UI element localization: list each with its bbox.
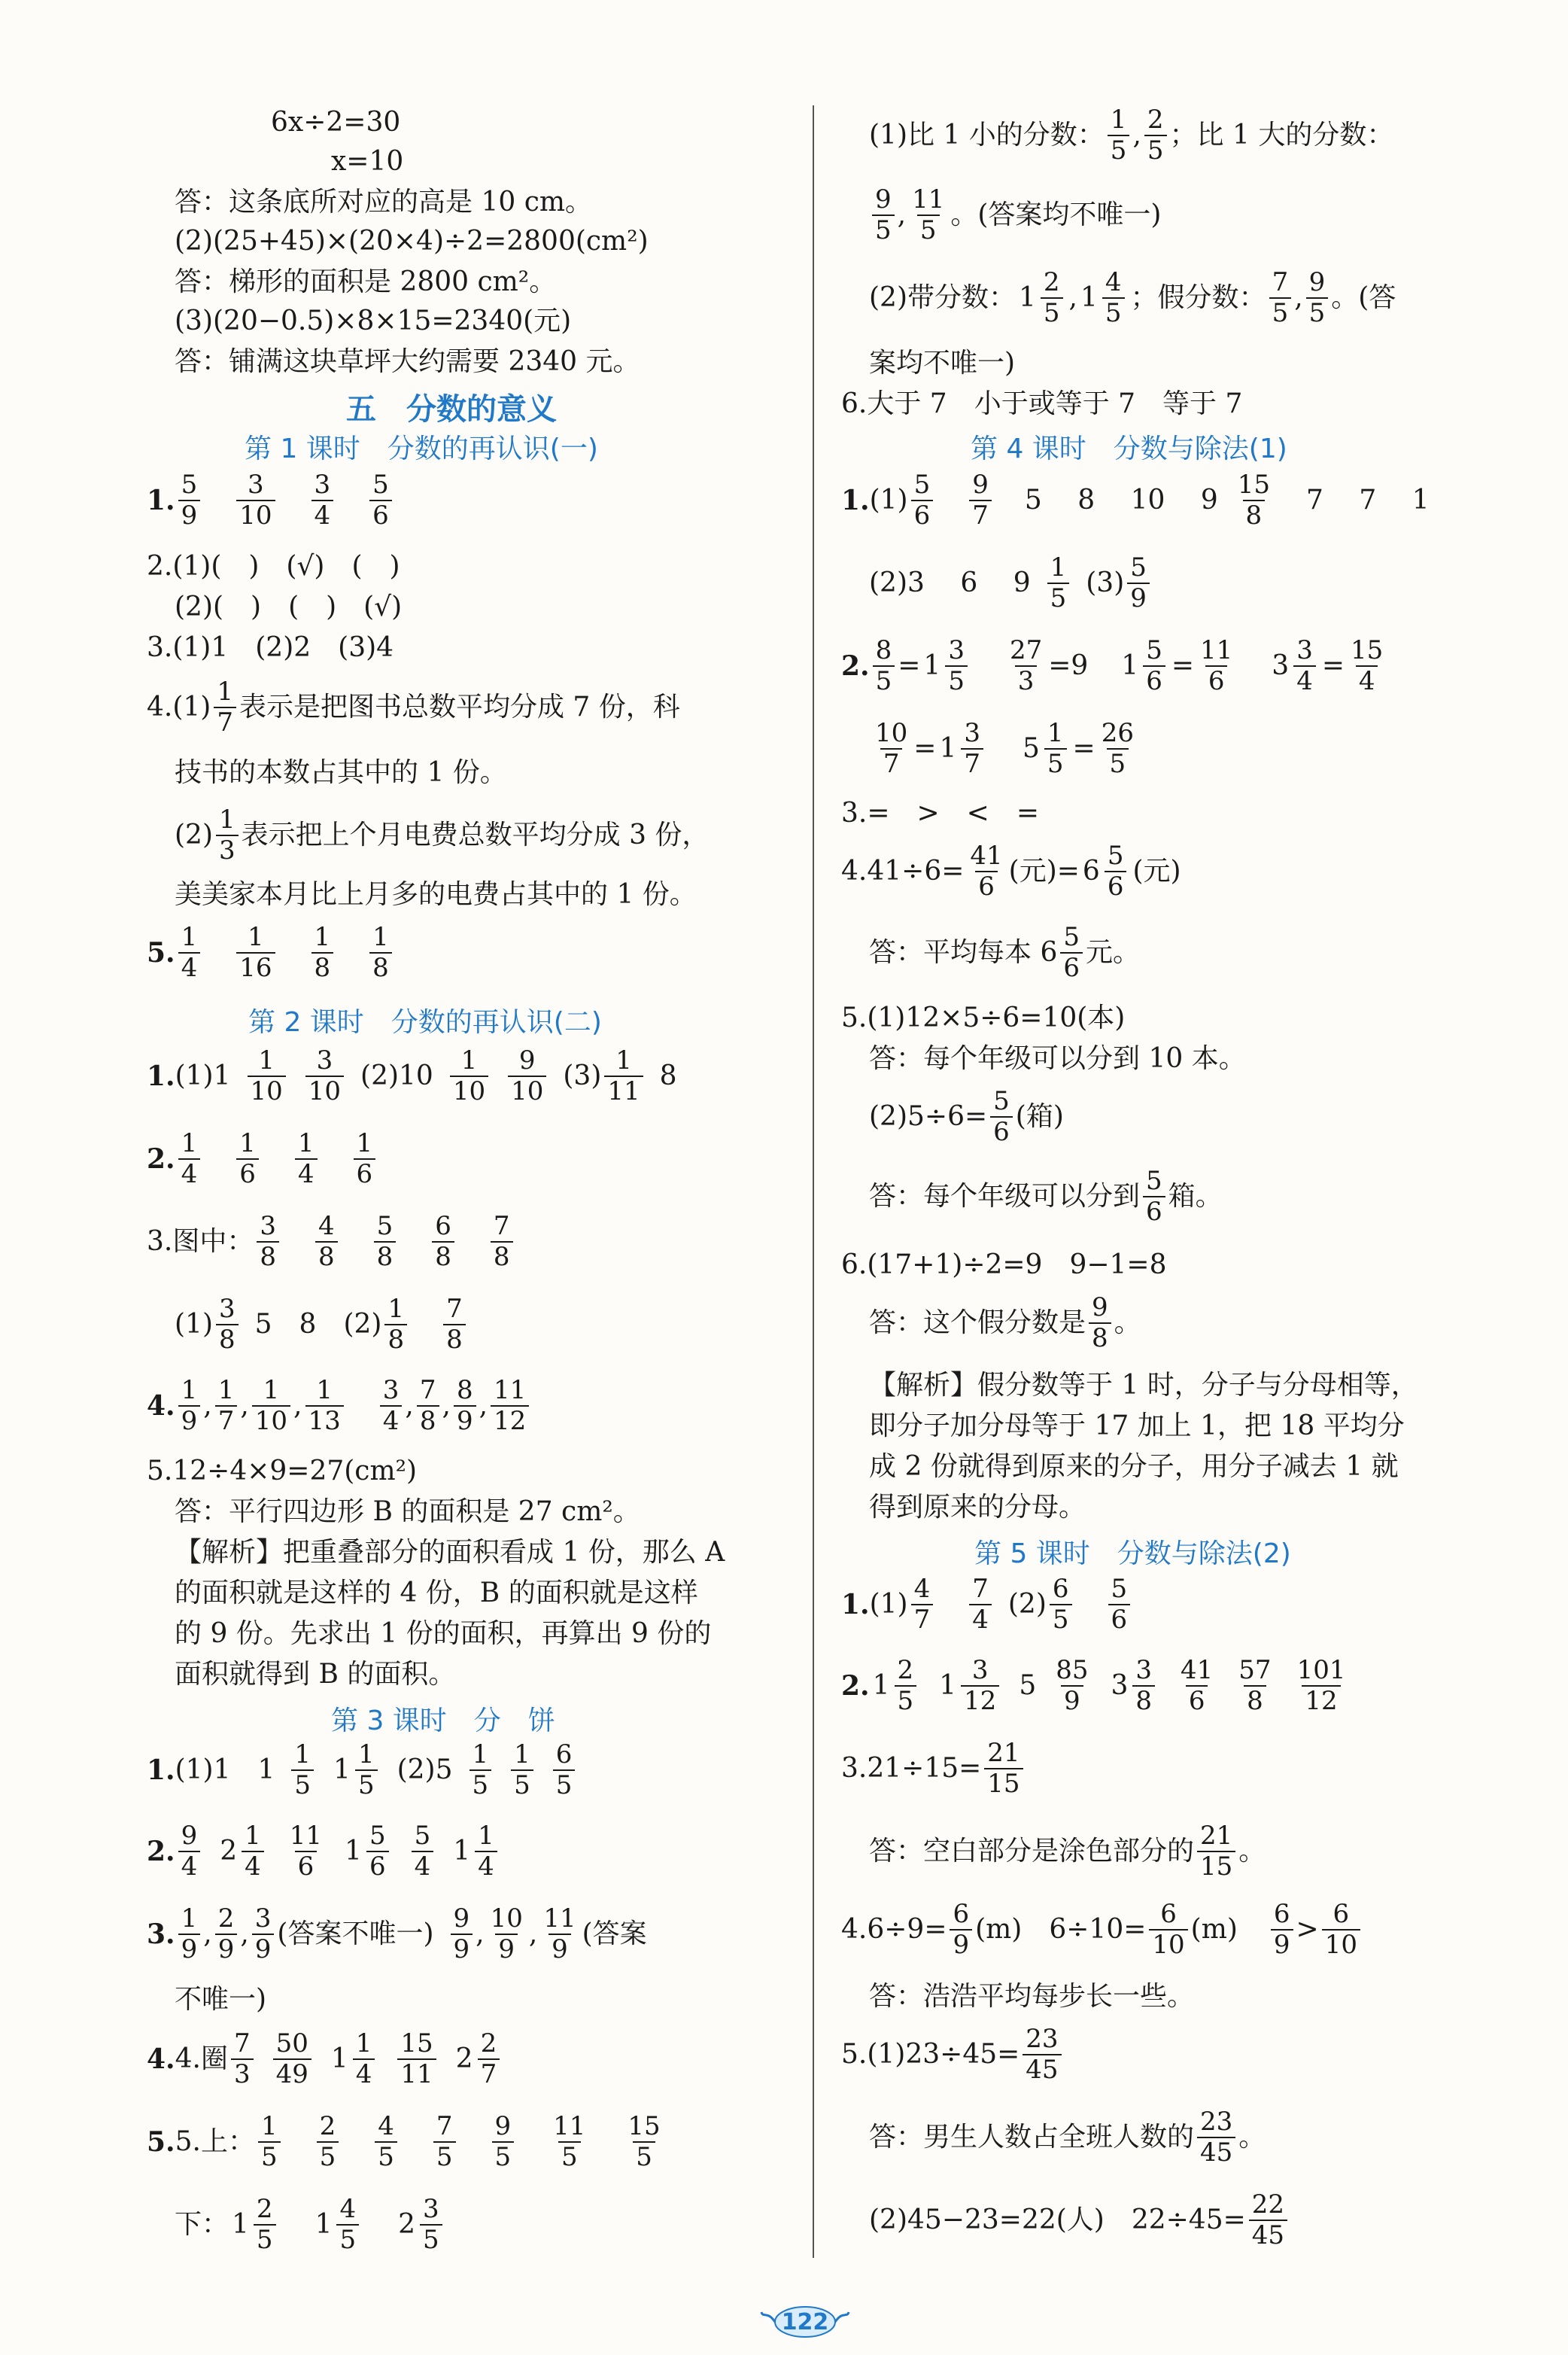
q6-answer: 6.大于 7 小于或等于 7 等于 7	[841, 388, 1243, 419]
eq-line: (2)(25+45)×(20×4)÷2=2800(cm²)	[175, 226, 649, 257]
q5-answer: 5.(1)23÷45= $\frac{23}{45}$	[841, 2025, 1065, 2085]
q3-answers: 3.图中： $\frac{3}{8}$ $\frac{4}{8}$ $\frac{5}{8}$ $\frac{6}{8}$ $\frac{7}{8}$	[147, 1212, 516, 1272]
answer-line: 案均不唯一)	[869, 348, 1016, 379]
q4-answer: 4.(1) $\frac{1}{7}$ 表示是把图书总数平均分成 7 份，科	[147, 677, 680, 738]
answer-line: 答：每个年级可以分到 10 本。	[869, 1043, 1246, 1074]
answer-line: 答：每个年级可以分到 $\frac{5}{6}$ 箱。	[869, 1166, 1223, 1228]
answer-line: 答：平行四边形 B 的面积是 27 cm²。	[175, 1496, 640, 1527]
analysis-text: 面积就得到 B 的面积。	[175, 1659, 456, 1690]
q1-answers: (2)3 6 9 $\frac{1}{5}$ (3) $\frac{5}{9}$	[869, 553, 1153, 613]
lesson-header: 第 2 课时 分数的再认识(二)	[248, 1007, 602, 1038]
section-title: 五 分数的意义	[346, 392, 557, 427]
q2-answers: 2. $\frac{8}{5}$ = 1 $\frac{3}{5}$ $\frac{27}{3}$ =9 1 $\frac{5}{6}$ = $\frac{11}{6}$ 3 $\frac{3}{4}$ = $\frac{15}{4}$	[841, 635, 1384, 697]
q5-answer: (2)5÷6= $\frac{5}{6}$ (箱)	[869, 1086, 1064, 1148]
eq-line: 6x÷2=30	[271, 107, 401, 138]
page-number-badge	[760, 2303, 850, 2341]
q3-note: 不唯一)	[175, 1984, 267, 2015]
q5-answer: (2)45−23=22(人) 22÷45= $\frac{22}{45}$	[869, 2190, 1290, 2250]
q5-answer: 5.(1)12×5÷6=10(本)	[841, 1003, 1126, 1033]
q3-answers: (1) $\frac{3}{8}$ 5 8 (2) $\frac{1}{8}$ $\frac{7}{8}$	[175, 1295, 469, 1355]
eq-line: x=10	[331, 146, 404, 177]
answer-line: 答：空白部分是涂色部分的 $\frac{21}{15}$ 。	[869, 1821, 1266, 1882]
analysis-text: 【解析】把重叠部分的面积看成 1 份，那么 A	[175, 1537, 725, 1568]
q4-answer: 美美家本月比上月多的电费占其中的 1 份。	[175, 879, 697, 910]
q1-answers: 1. (1)1 $\frac{1}{10}$ $\frac{3}{10}$ (2)10 $\frac{1}{10}$ $\frac{9}{10}$ (3) $\frac{1}{11}$ 8	[147, 1045, 677, 1107]
answer-line: 答：这个假分数是 $\frac{9}{8}$ 。	[869, 1292, 1141, 1354]
q1-answers: 1. $\frac{5}{9}$ $\frac{3}{10}$ $\frac{3}{4}$ $\frac{5}{6}$	[147, 470, 395, 531]
eq-line: (3)(20−0.5)×8×15=2340(元)	[175, 306, 572, 336]
q3-answer: 3.21÷15= $\frac{21}{15}$	[841, 1739, 1026, 1799]
q2-answers: 2. 1 $\frac{2}{5}$ 1 $\frac{3}{12}$ 5 $\frac{85}{9}$ 3 $\frac{3}{8}$ $\frac{41}{6}$ $\frac{57}{8}$ $\frac{101}{12}$	[841, 1655, 1346, 1717]
q4-answer: 4.6÷9= $\frac{6}{9}$ (m) 6÷10= $\frac{6}{10}$ (m) $\frac{6}{9}$ > $\frac{6}{10}$	[841, 1900, 1363, 1960]
analysis-text: 【解析】假分数等于 1 时，分子与分母相等，	[869, 1370, 1418, 1401]
analysis-text: 即分子加分母等于 17 加上 1，把 18 平均分	[869, 1410, 1405, 1441]
answer-line: 答：梯形的面积是 2800 cm²。	[175, 266, 557, 297]
lesson-header: 第 1 课时 分数的再认识(一)	[245, 434, 598, 464]
answer-line: (1)比 1 小的分数： $\frac{1}{5}$ , $\frac{2}{5}$ ；比 1 大的分数：	[869, 105, 1394, 166]
q2-answers: 2. $\frac{9}{4}$ 2 $\frac{1}{4}$ $\frac{11}{6}$ 1 $\frac{5}{6}$ $\frac{5}{4}$ 1 $\frac{1}{4}$	[147, 1821, 503, 1882]
q5-answers: 5. 5.上： $\frac{1}{5}$ $\frac{2}{5}$ $\frac{4}{5}$ $\frac{7}{5}$ $\frac{9}{5}$ $\frac{11}{5}$ $\frac{15}{5}$	[147, 2111, 661, 2173]
answer-line: 答：平均每本 6 $\frac{5}{6}$ 元。	[869, 922, 1141, 984]
q4-answer: 4.41÷6= $\frac{41}{6}$ (元)= 6 $\frac{5}{6}$ (元)	[841, 841, 1181, 902]
answer-line: 答：这条底所对应的高是 10 cm。	[175, 187, 592, 218]
q4-answer: (2) $\frac{1}{3}$ 表示把上个月电费总数平均分成 3 份，	[175, 805, 710, 866]
answer-line: (2)带分数： 1 $\frac{2}{5}$ , 1 $\frac{4}{5}$ ；假分数： $\frac{7}{5}$ , $\frac{9}{5}$ 。(答	[869, 267, 1396, 329]
q5-answers: 下： 1 $\frac{2}{5}$ 1 $\frac{4}{5}$ 2 $\frac{3}{5}$	[175, 2195, 448, 2255]
analysis-text: 得到原来的分母。	[869, 1492, 1086, 1523]
q6-answer: 6.(17+1)÷2=9 9−1=8	[841, 1249, 1167, 1280]
q2-answers: (2)( ) ( ) (√)	[175, 592, 403, 622]
answer-line: 答：铺满这块草坪大约需要 2340 元。	[175, 346, 640, 377]
q3-answers: 3.= > < =	[841, 798, 1040, 829]
q1-answers: 1. (1) $\frac{4}{7}$ $\frac{7}{4}$ (2) $\frac{6}{5}$ $\frac{5}{6}$	[841, 1575, 1133, 1635]
analysis-text: 成 2 份就得到原来的分子，用分子减去 1 就	[869, 1451, 1399, 1482]
q5-answers: 5. $\frac{1}{4}$ $\frac{1}{16}$ $\frac{1}{8}$ $\frac{1}{8}$	[147, 923, 395, 983]
page-number: 122	[781, 2308, 829, 2335]
q4-answer: 技书的本数占其中的 1 份。	[175, 757, 507, 788]
q4-answers: 4. 4.圈 $\frac{7}{3}$ $\frac{50}{49}$ 1 $\frac{1}{4}$ $\frac{15}{11}$ 2 $\frac{2}{7}$	[147, 2029, 506, 2089]
analysis-text: 的面积就是这样的 4 份，B 的面积就是这样	[175, 1578, 698, 1608]
lesson-header: 第 5 课时 分数与除法(2)	[974, 1538, 1291, 1569]
q2-answers: $\frac{10}{7}$ = 1 $\frac{3}{7}$ 5 $\frac{1}{5}$ = $\frac{26}{5}$	[875, 718, 1134, 780]
q1-answers: 1. (1) $\frac{5}{6}$ $\frac{9}{7}$ 5 8 10 9 $\frac{15}{8}$ 7 7 1	[841, 470, 1430, 531]
q2-answers: 2. $\frac{1}{4}$ $\frac{1}{6}$ $\frac{1}{4}$ $\frac{1}{6}$	[147, 1129, 378, 1189]
lesson-header: 第 4 课时 分数与除法(1)	[971, 434, 1287, 464]
q4-answers: 4. $\frac{1}{9}$ , $\frac{1}{7}$ , $\frac{1}{10}$ , $\frac{1}{13}$ $\frac{3}{4}$ , $\frac{7}{8}$ , $\frac{8}{9}$ , $\frac{11}{12}$	[147, 1376, 532, 1436]
q5-answer: 5.12÷4×9=27(cm²)	[147, 1456, 418, 1486]
q3-answers: 3.(1)1 (2)2 (3)4	[147, 632, 394, 663]
column-divider	[813, 105, 814, 2258]
answer-line: 答：男生人数占全班人数的 $\frac{23}{45}$ 。	[869, 2107, 1266, 2168]
q1-answers: 1. (1)1 1 $\frac{1}{5}$ 1 $\frac{1}{5}$ (2)5 $\frac{1}{5}$ $\frac{1}{5}$ $\frac{6}{5}$	[147, 1740, 578, 1800]
q3-answers: 3. $\frac{1}{9}$ , $\frac{2}{9}$ , $\frac{3}{9}$ (答案不唯一) $\frac{9}{9}$ , $\frac{10}{9}$ , $\frac{11}{9}$ (答案	[147, 1903, 647, 1965]
answer-line: 答：浩浩平均每步长一些。	[869, 1981, 1195, 2012]
analysis-text: 的 9 份。先求出 1 份的面积，再算出 9 份的	[175, 1618, 712, 1649]
answer-line: $\frac{9}{5}$ , $\frac{11}{5}$ 。(答案均不唯一)	[869, 185, 1161, 245]
lesson-header: 第 3 课时 分 饼	[331, 1705, 555, 1736]
q2-answers: 2.(1)( ) (√) ( )	[147, 551, 400, 582]
